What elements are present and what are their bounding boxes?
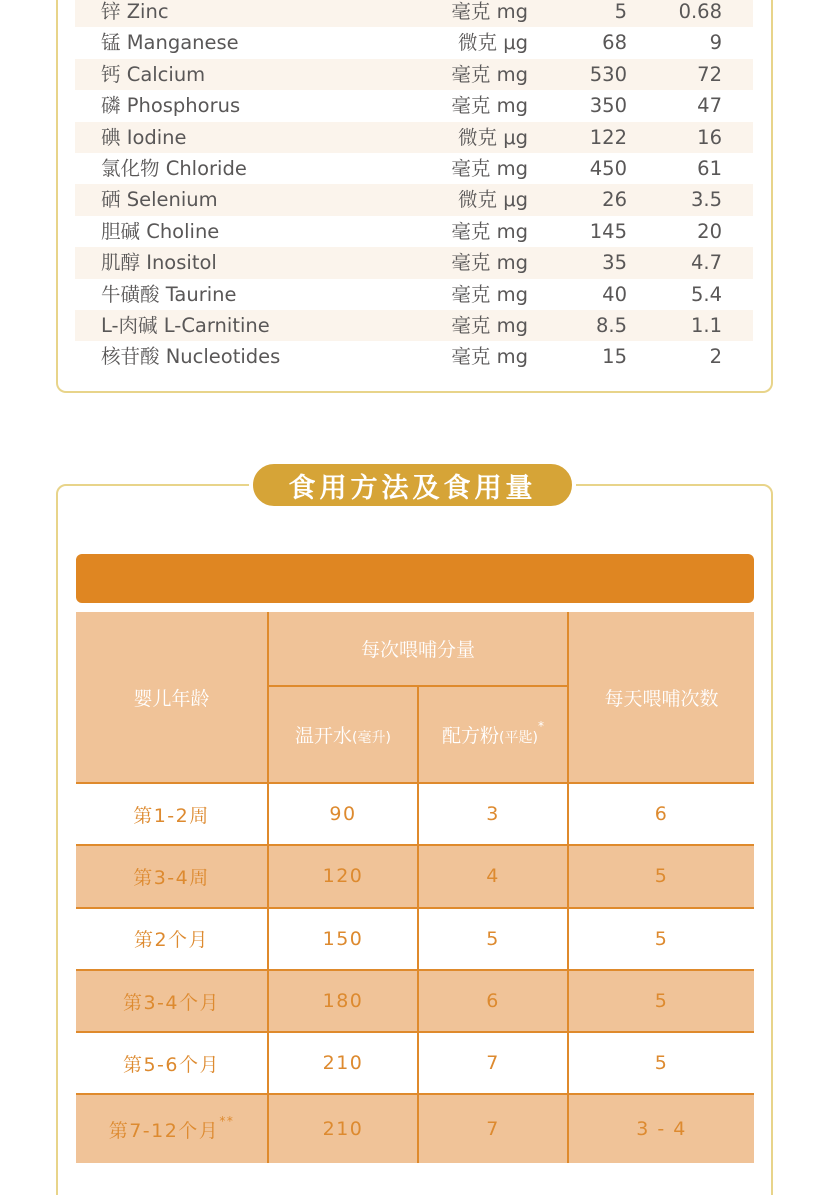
nutrient-value-per-100kj: 1.1 [690, 313, 722, 337]
nutrient-value-per-100kj: 9 [709, 31, 722, 55]
table-row [76, 970, 754, 1032]
nutrient-row [75, 122, 753, 153]
nutrient-row [75, 0, 753, 27]
cell-age: 第3-4周 [76, 845, 268, 907]
header-powder: 配方粉(平匙)* [418, 686, 568, 783]
table-row [76, 908, 754, 970]
nutrient-value-per-100kj: 0.68 [678, 0, 722, 23]
header-feeds-per-day: 每天喂哺次数 [568, 612, 754, 783]
cell-age: 第3-4个月 [76, 970, 268, 1032]
nutrient-row [75, 90, 753, 121]
nutrient-value-per-100kj: 4.7 [690, 251, 722, 275]
table-row [76, 845, 754, 907]
nutrient-name: 核苷酸 Nucleotides [101, 345, 281, 369]
table-row [76, 1094, 754, 1163]
cell-feeds: 5 [568, 1032, 754, 1094]
nutrient-unit: 毫克 mg [451, 0, 528, 23]
nutrient-unit: 微克 μg [458, 31, 528, 55]
nutrient-value-per-100g: 5 [614, 0, 627, 23]
nutrient-name: 钙 Calcium [101, 62, 206, 86]
nutrient-value-per-100g: 68 [602, 31, 627, 55]
nutrient-name: 氯化物 Chloride [101, 156, 247, 180]
header-per-feed: 每次喂哺分量 [268, 612, 568, 686]
nutrient-value-per-100kj: 16 [697, 125, 722, 149]
nutrient-value-per-100kj: 2 [709, 345, 722, 369]
header-bar [76, 554, 754, 603]
nutrient-value-per-100g: 530 [589, 62, 627, 86]
cell-water: 90 [268, 783, 418, 845]
cell-water: 210 [268, 1032, 418, 1094]
nutrient-table [75, 0, 753, 373]
nutrient-row [75, 59, 753, 90]
nutrient-value-per-100g: 122 [589, 125, 627, 149]
nutrient-unit: 微克 μg [458, 125, 528, 149]
nutrient-row [75, 247, 753, 278]
nutrient-unit: 毫克 mg [451, 62, 528, 86]
nutrient-unit: 毫克 mg [451, 345, 528, 369]
nutrient-row [75, 153, 753, 184]
nutrient-row [75, 279, 753, 310]
nutrient-unit: 毫克 mg [451, 282, 528, 306]
nutrient-unit: 微克 μg [458, 188, 528, 212]
cell-water: 120 [268, 845, 418, 907]
nutrient-value-per-100kj: 47 [697, 94, 722, 118]
nutrient-name: 锰 Manganese [101, 31, 239, 55]
cell-water: 210 [268, 1094, 418, 1163]
nutrient-value-per-100g: 350 [589, 94, 627, 118]
nutrient-value-per-100g: 40 [602, 282, 627, 306]
nutrient-unit: 毫克 mg [451, 156, 528, 180]
cell-age: 第7-12个月** [76, 1094, 268, 1163]
cell-feeds: 3 - 4 [568, 1094, 754, 1163]
nutrient-name: L-肉碱 L-Carnitine [101, 313, 270, 337]
nutrient-row [75, 216, 753, 247]
table-row [76, 783, 754, 845]
cell-powder: 7 [418, 1032, 568, 1094]
cell-powder: 5 [418, 908, 568, 970]
nutrient-row [75, 310, 753, 341]
nutrient-unit: 毫克 mg [451, 251, 528, 275]
nutrient-name: 牛磺酸 Taurine [101, 282, 237, 306]
cell-feeds: 5 [568, 970, 754, 1032]
nutrient-unit: 毫克 mg [451, 313, 528, 337]
nutrient-value-per-100g: 35 [602, 251, 627, 275]
nutrient-name: 硒 Selenium [101, 188, 218, 212]
nutrient-value-per-100g: 450 [589, 156, 627, 180]
nutrient-value-per-100kj: 5.4 [690, 282, 722, 306]
header-age: 婴儿年龄 [76, 612, 268, 783]
header-water: 温开水(毫升) [268, 686, 418, 783]
cell-water: 180 [268, 970, 418, 1032]
nutrient-value-per-100g: 15 [602, 345, 627, 369]
nutrient-value-per-100kj: 61 [697, 156, 722, 180]
nutrient-value-per-100kj: 72 [697, 62, 722, 86]
nutrient-name: 胆碱 Choline [101, 219, 220, 243]
nutrient-value-per-100kj: 20 [697, 219, 722, 243]
nutrient-value-per-100g: 8.5 [595, 313, 627, 337]
nutrient-name: 碘 Iodine [101, 125, 187, 149]
nutrient-value-per-100kj: 3.5 [690, 188, 722, 212]
nutrient-row [75, 184, 753, 215]
table-row [76, 1032, 754, 1094]
nutrient-row [75, 27, 753, 58]
nutrient-name: 锌 Zinc [101, 0, 169, 23]
nutrient-value-per-100g: 26 [602, 188, 627, 212]
nutrient-unit: 毫克 mg [451, 94, 528, 118]
feeding-table [76, 612, 754, 1163]
cell-powder: 3 [418, 783, 568, 845]
nutrient-unit: 毫克 mg [451, 219, 528, 243]
cell-age: 第2个月 [76, 908, 268, 970]
cell-feeds: 6 [568, 783, 754, 845]
cell-feeds: 5 [568, 908, 754, 970]
nutrient-row [75, 341, 753, 372]
nutrient-value-per-100g: 145 [589, 219, 627, 243]
cell-powder: 6 [418, 970, 568, 1032]
usage-title: 食用方法及食用量 [249, 460, 576, 510]
cell-water: 150 [268, 908, 418, 970]
nutrient-name: 磷 Phosphorus [101, 94, 241, 118]
nutrient-name: 肌醇 Inositol [101, 251, 217, 275]
cell-powder: 4 [418, 845, 568, 907]
cell-powder: 7 [418, 1094, 568, 1163]
cell-feeds: 5 [568, 845, 754, 907]
cell-age: 第5-6个月 [76, 1032, 268, 1094]
cell-age: 第1-2周 [76, 783, 268, 845]
